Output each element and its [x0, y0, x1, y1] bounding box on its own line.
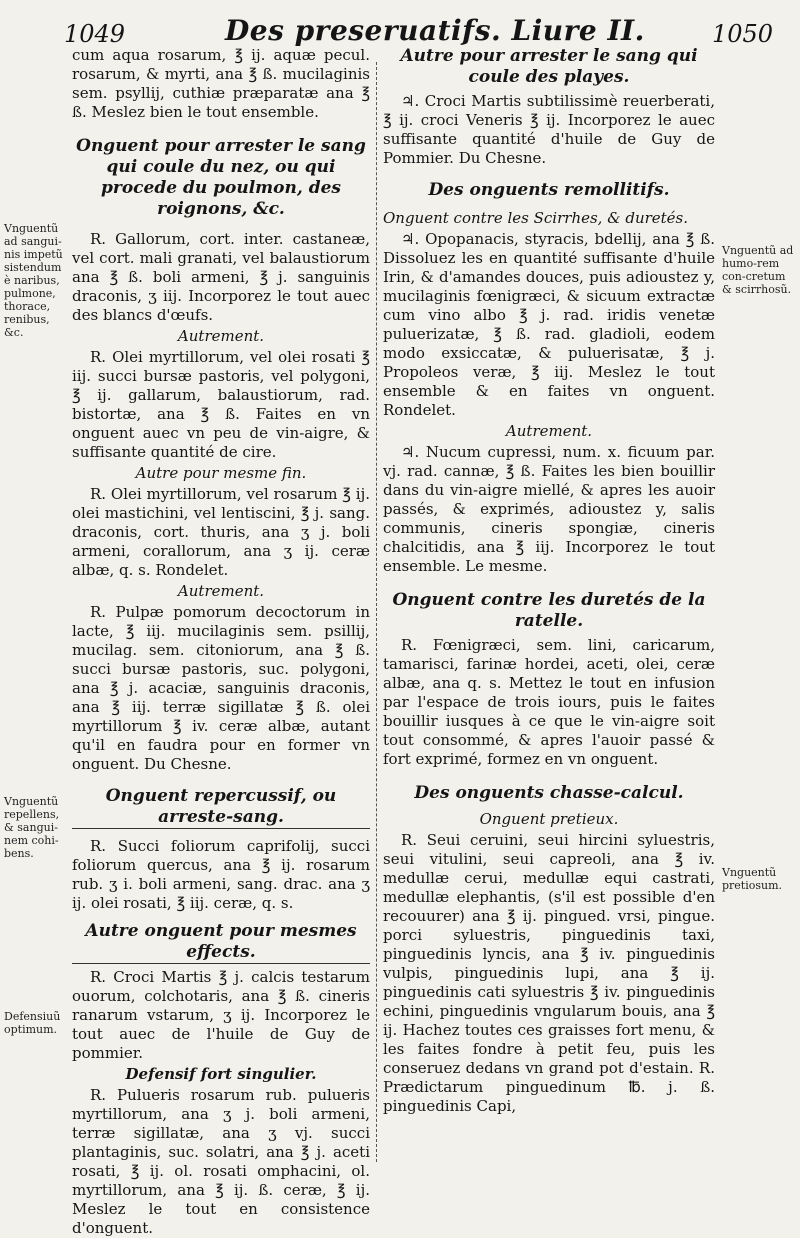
right-column: [383, 46, 715, 1171]
right-heading-1: Autre pour arrester le sang qui coule des playes.: [400, 46, 698, 87]
left-margin-note-3: Defensiuũ optimum.: [4, 1010, 61, 1036]
running-head: [0, 8, 800, 48]
right-heading-2: Des onguents remollitifs.: [428, 180, 670, 200]
right-page-number: 1050: [712, 20, 774, 48]
left-top-paragraph: cum aqua rosarum, ℥ ij. aquæ pecul. rosarum, & myrti, ana ℥ ß. mucilaginis sem. psyllij, cuthiæ præparatæ ana ℥ ß. Meslez bien le tout ensemble.: [72, 46, 370, 121]
column-divider: [376, 62, 378, 1162]
right-margin-note-1: Vnguentũ ad humo-rem con-cretum & scirrhosũ.: [722, 244, 794, 296]
right-heading-4: Des onguents chasse-calcul.: [414, 783, 684, 803]
left-para-7: R. Pulueris rosarum rub. pulueris myrtillorum, ana ʒ j. boli armeni, terræ sigillatæ, ana ʒ vj. succi plantaginis, suc. solatri, ana ℥ j. aceti rosati, ℥ ij. ol. rosati omphacini, ol. myrtillorum, ana ℥ ij. ß. ceræ, ℥ ij. Meslez le tout en consistence d'onguent.: [72, 1086, 370, 1237]
right-margin-note-2: Vnguentũ pretiosum.: [722, 866, 783, 892]
left-column: [72, 46, 370, 1237]
right-sub-3: Onguent pretieux.: [479, 810, 619, 828]
left-margin-note-1: Vnguentũ ad sangui-nis impetũ sistendum è naribus, pulmone, thorace, renibus, &c.: [4, 222, 63, 339]
right-para-5: R. Seui ceruini, seui hircini syluestris, seui vitulini, seui capreoli, ana ℥ iv. medullæ cerui, medullæ equi castrati, medullæ elephantis, (s'il est possible d'en recouurer) ana ℥ ij. pingued. vrsi, pingue. porci syluestris, pinguedinis taxi, pinguedinis lyncis, ana ℥ iv. pinguedinis vulpis, pinguedinis lupi, ana ℥ ij. pinguedinis cati syluestris ℥ iv. pinguedinis echini, pinguedinis vngularum bouis, ana ℥ ij. Hachez toutes ces graisses fort menu, & les faites fondre à petit feu, puis les conseruez dedans vn grand pot d'estain. R. Prædictarum pinguedinum ℔. j. ß. pinguedinis Capi,: [383, 831, 715, 1115]
right-heading-3: Onguent contre les duretés de la ratelle.: [392, 590, 706, 631]
left-para-1: R. Gallorum, cort. inter. castaneæ, vel cort. mali granati, vel balaustiorum ana ℥ ß. boli armeni, ℥ j. sanguinis draconis, ʒ iij. Incorporez le tout auec des blancs d'œufs.: [72, 230, 370, 324]
right-para-1: ♃. Croci Martis subtilissimè reuerberati, ℥ ij. croci Veneris ℥ ij. Incorporez le auec suffisante quantité d'huile de Guy de Pommier. Du Chesne.: [383, 92, 715, 167]
left-para-6: R. Croci Martis ℥ j. calcis testarum ouorum, colchotaris, ana ℥ ß. cineris ranarum vstarum, ʒ ij. Incorporez le tout auec de l'huile de Guy de pommier.: [72, 968, 370, 1062]
left-sub-2: Autre pour mesme fin.: [135, 464, 307, 482]
left-para-3: R. Olei myrtillorum, vel rosarum ℥ ij. olei mastichini, vel lentiscini, ℥ j. sang. draconis, cort. thuris, ana ʒ j. boli armeni, corallorum, ana ʒ ij. ceræ albæ, q. s. Rondelet.: [72, 485, 370, 579]
right-para-3: ♃. Nucum cupressi, num. x. ficuum par. vj. rad. cannæ, ℥ ß. Faites les bien bouillir dans du vin-aigre miellé, & apres les auoir passés, & exprimés, adioustez y, salis communis, cineris spongiæ, cineris chalcitidis, ana ℥ iij. Incorporez le tout ensemble. Le mesme.: [383, 443, 715, 575]
left-heading-3: Autre onguent pour mesmes effects.: [72, 921, 370, 964]
left-heading-2: Onguent repercussif, ou arreste-sang.: [72, 786, 370, 829]
left-para-4: R. Pulpæ pomorum decoctorum in lacte, ℥ iij. mucilaginis sem. psillij, mucilag. sem. citoniorum, ana ℥ ß. succi bursæ pastoris, suc. polygoni, ana ℥ j. acaciæ, sanguinis draconis, ana ℥ iij. terræ sigillatæ ℥ ß. olei myrtillorum ℥ iv. ceræ albæ, autant qu'il en faudra pour en former vn onguent. Du Chesne.: [72, 603, 370, 773]
left-para-5: R. Succi foliorum caprifolij, succi foliorum quercus, ana ℥ ij. rosarum rub. ʒ i. boli armeni, sang. drac. ana ʒ ij. olei rosati, ℥ iij. ceræ, q. s.: [72, 837, 370, 912]
right-sub-2: Autrement.: [505, 422, 593, 440]
left-heading-1: Onguent pour arrester le sang qui coule du nez, ou qui procede du poulmon, des roignons, &c.: [76, 136, 366, 219]
running-title: Des preseruatifs. Liure II.: [225, 14, 645, 47]
right-para-2: ♃. Opopanacis, styracis, bdellij, ana ℥ ß. Dissoluez les en quantité suffisante d'huile Irin, & d'amandes douces, puis adioustez y, mucilaginis fœnigræci, & sicuum extractæ cum vino albo ℥ j. rad. iridis venetæ puluerizatæ, ℥ ß. rad. gladioli, eodem modo exsiccatæ, & puluerisatæ, ℥ j. Propoleos veræ, ℥ iij. Meslez le tout ensemble & en faites vn onguent. Rondelet.: [383, 230, 715, 419]
left-margin-note-2: Vnguentũ repellens, & sangui-nem cohi-bens.: [4, 795, 60, 860]
left-sub-3: Autrement.: [177, 582, 265, 600]
right-sub-1: Onguent contre les Scirrhes, & duretés.: [383, 209, 689, 227]
left-para-2: R. Olei myrtillorum, vel olei rosati ℥ iij. succi bursæ pastoris, vel polygoni, ℥ ij. gallarum, balaustiorum, rad. bistortæ, ana ℥ ß. Faites en vn onguent auec vn peu de vin-aigre, & suffisante quantité de cire.: [72, 348, 370, 461]
left-sub-1: Autrement.: [177, 327, 265, 345]
left-heading-4: Defensif fort singulier.: [125, 1065, 317, 1083]
left-page-number: 1049: [64, 20, 126, 48]
right-para-4: R. Fœnigræci, sem. lini, caricarum, tamarisci, farinæ hordei, aceti, olei, ceræ albæ, ana q. s. Mettez le tout en infusion par l'espace de trois iours, puis le faites bouillir iusques à ce que le vin-aigre soit tout consommé, & apres l'auoir passé & fort exprimé, formez en vn onguent.: [383, 636, 715, 768]
